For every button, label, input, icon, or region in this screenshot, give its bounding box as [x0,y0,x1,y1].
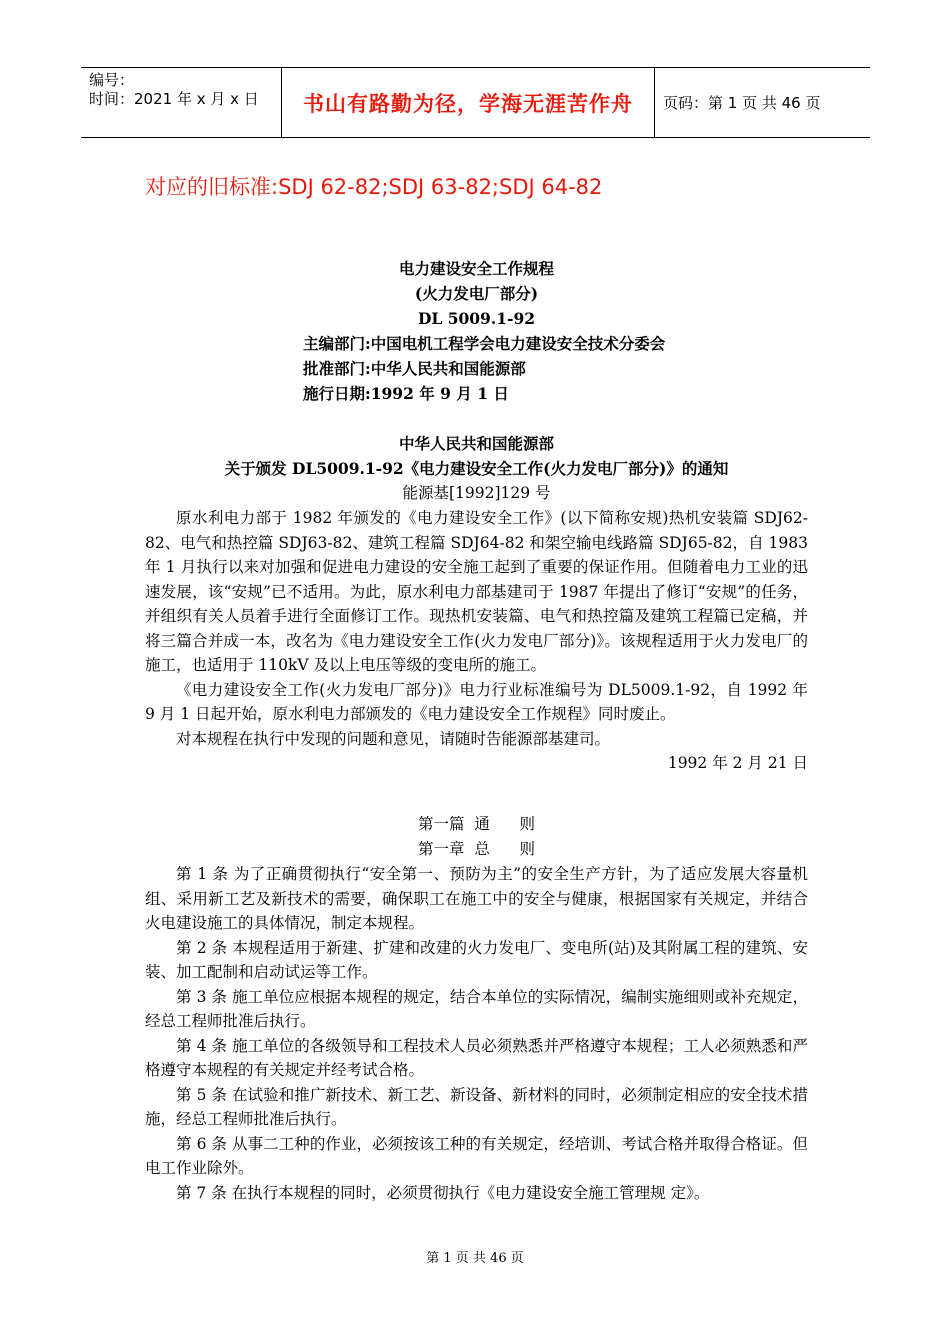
part-title: 第一篇 通 则 [418,815,535,833]
number-label: 编号： [89,71,135,89]
header-motto-cell [282,68,655,137]
time-label: 时间：2021 年 x 月 x 日 [89,90,259,108]
motto-text: 书山有路勤为径，学海无涯苦作舟 [303,91,633,116]
article-1: 第 1 条 为了正确贯彻执行“安全第一、预防为主”的安全生产方针，为了适应发展大容量机组、采用新工艺及新技术的需要，确保职工在施工中的安全与健康，根据国家有关规定，并结合火电建设施工的具体情况，制定本规程。 [145,865,808,932]
meta-effective-date: 施行日期:1992 年 9 月 1 日 [303,384,509,403]
document-title: 电力建设安全工作规程 [398,259,554,278]
article-2: 第 2 条 本规程适用于新建、扩建和改建的火力发电厂、变电所(站)及其附属工程的建筑、安装、加工配制和启动试运等工作。 [145,938,808,981]
document-subtitle: (火力发电厂部分) [414,284,539,303]
page-info: 页码：第 1 页 共 46 页 [663,94,821,112]
notice-doc-number: 能源基[1992]129 号 [402,484,551,502]
notice-paragraph: 对本规程在执行中发现的问题和意见，请随时告能源部基建司。 [176,729,611,748]
article-3: 第 3 条 施工单位应根据本规程的规定，结合本单位的实际情况，编制实施细则或补充规定，经总工程师批准后执行。 [145,987,808,1030]
notice-paragraph: 《电力建设安全工作(火力发电厂部分)》电力行业标准编号为 DL5009.1-92，自 1992 年 9 月 1 日起开始，原水利电力部颁发的《电力建设安全工作规程》同时废止。 [145,680,808,723]
meta-editor: 主编部门:中国电机工程学会电力建设安全技术分委会 [303,334,666,353]
chapter-title: 第一章 总 则 [418,840,535,858]
old-standard-line: 对应的旧标准:SDJ 62-82;SDJ 63-82;SDJ 64-82 [145,175,603,199]
document-body [145,256,808,1205]
notice-paragraph: 原水利电力部于 1982 年颁发的《电力建设安全工作》(以下简称安规)热机安装篇 SDJ62-82、电气和热控篇 SDJ63-82、建筑工程篇 SDJ64-82 和架空输电线路篇 SDJ65-82，自 1983 年 1 月执行以来对加强和促进电力建设的安全施工起到了重要的保证作用。但随着电力工业的迅速发展，该“安规”已不适用。为此，原水利电力部基建司于 1987 年提出了修订“安规”的任务，并组织有关人员着手进行全面修订工作。现热机安装篇、电气和热控篇及建筑工程篇已定稿，并将三篇合并成一本，改名为《电力建设安全工作(火力发电厂部分)》。该规程适用于火力发电厂的施工，也适用于 110kV 及以上电压等级的变电所的施工。 [145,509,808,674]
article-5: 第 5 条 在试验和推广新技术、新工艺、新设备、新材料的同时，必须制定相应的安全技术措施，经总工程师批准后执行。 [145,1085,808,1128]
document-code: DL 5009.1-92 [417,309,536,328]
header-page-cell [655,68,870,137]
article-4: 第 4 条 施工单位的各级领导和工程技术人员必须熟悉并严格遵守本规程；工人必须熟悉和严格遵守本规程的有关规定并经考试合格。 [145,1036,808,1079]
meta-approver: 批准部门:中华人民共和国能源部 [303,359,526,378]
page-footer: 第 1 页 共 46 页 [426,1251,524,1266]
notice-title: 关于颁发 DL5009.1-92《电力建设安全工作(火力发电厂部分)》的通知 [224,459,729,478]
article-6: 第 6 条 从事二工种的作业，必须按该工种的有关规定，经培训、考试合格并取得合格证。但电工作业除外。 [145,1134,808,1177]
article-7: 第 7 条 在执行本规程的同时，必须贯彻执行《电力建设安全施工管理规 定》。 [176,1183,710,1202]
page-header [81,67,870,138]
notice-org: 中华人民共和国能源部 [398,434,554,453]
notice-date: 1992 年 2 月 21 日 [667,754,808,772]
header-info-cell [81,68,282,137]
